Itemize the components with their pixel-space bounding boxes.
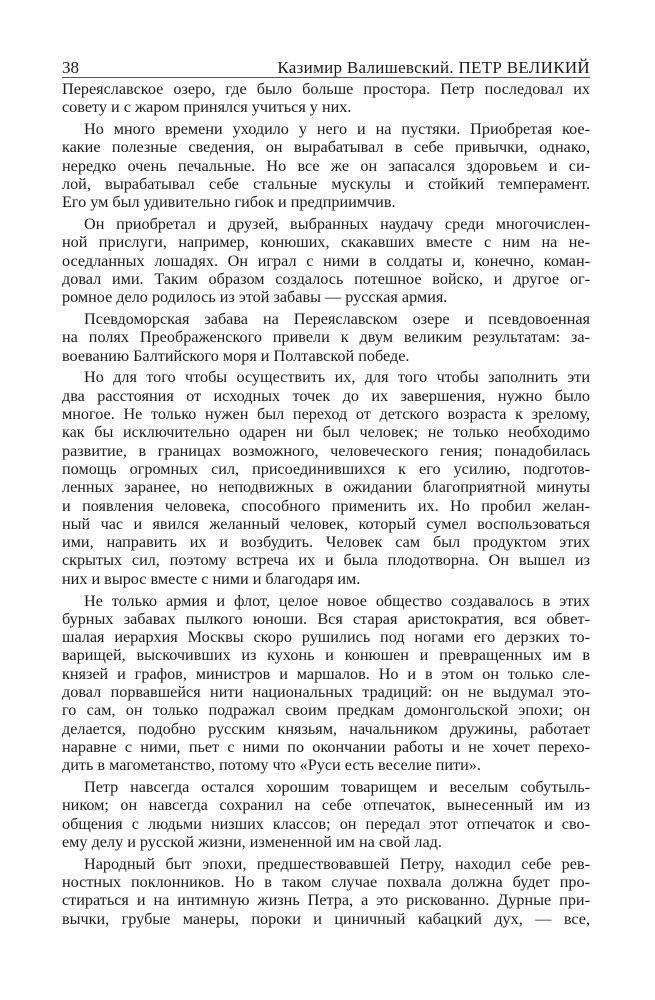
text-line: варищей, выскочивших из кухонь и конюшен и превращенных им в <box>62 646 590 665</box>
text-line: ностных поклонников. Но в таком случае похвала должна будет про- <box>62 872 590 891</box>
paragraph <box>62 120 590 211</box>
text-line: помощь огромных сил, присоединившихся к его усилию, подготов- <box>62 459 590 478</box>
text-line: них и вырос вместе с ними и благодаря им. <box>62 569 361 588</box>
text-line: довал порвавшейся нити национальных традиций: он не выдумал это- <box>62 683 590 701</box>
text-line: какие полезные сведения, он вырабатывал в себе привычки, однако, <box>62 138 590 157</box>
text-line: на полях Преображенского привели к двум великим результатам: за- <box>62 328 590 347</box>
text-line: Не только армия и флот, целое новое общество создавалось в этих <box>84 591 590 610</box>
text-line: два расстояния от исходных точек до их завершения, нужно было <box>62 386 590 405</box>
text-line: многое. Не только нужен был переход от детского возраста к зрелому, <box>62 405 590 424</box>
paragraph <box>62 778 590 851</box>
text-line: воеванию Балтийского моря и Полтавской победе. <box>62 346 410 365</box>
text-line: дить в магометанство, потому что «Руси есть веселие пити». <box>62 756 481 775</box>
text-line: ему делу и русской жизни, измененной им на свой лад. <box>62 832 442 851</box>
text-line: развитие, в границах возможного, человеческого гения; понадобилась <box>62 441 590 460</box>
text-line: оседланных лошадях. Он играл с ними в солдаты и, конечно, коман- <box>62 251 590 270</box>
running-header <box>62 58 590 78</box>
paragraph <box>62 80 590 117</box>
text-line: ный час и явился желанный человек, который сумел воспользоваться <box>62 514 590 533</box>
page-body <box>62 80 590 931</box>
text-line: нередко очень печальные. Но все же он запасался здоровьем и си- <box>62 156 590 175</box>
text-line: общения с людьми низших классов; он передал этот отпечаток и сво- <box>62 814 590 833</box>
text-line: Но для того чтобы осуществить их, для того чтобы заполнить эти <box>84 368 590 387</box>
paragraph <box>62 215 590 306</box>
text-line: Переяславское озеро, где было больше простора. Петр последовал их <box>62 80 590 98</box>
text-line: Псевдоморская забава на Переяславском озере и псевдовоенная <box>84 310 590 329</box>
text-line: ником; он навсегда сохранил на себе отпечаток, вынесенный им из <box>62 796 590 815</box>
page-number: 38 <box>62 58 79 77</box>
text-line: совету и с жаром принялся учиться у них. <box>62 98 352 117</box>
running-title: Казимир Валишевский. ПЕТР ВЕЛИКИЙ <box>277 58 590 77</box>
text-line: наравне с ними, пьет с ними по окончании работы и не хочет перехо- <box>62 737 590 756</box>
text-line: стираться и на интимную жизнь Петра, а это рискованно. Дурные при- <box>62 891 590 910</box>
text-line: князей и графов, министров и маршалов. Но и в этом он только сле- <box>62 664 590 683</box>
text-line: Но много времени уходило у него и на пустяки. Приобретая кое- <box>84 120 590 139</box>
text-line: делается, подобно русским князьям, начальником дружины, работает <box>62 719 590 738</box>
text-line: Он приобретал и друзей, выбранных наудачу среди многочислен- <box>84 215 590 234</box>
text-line: довал ими. Таким образом создалось потешное войско, и другое ог- <box>62 269 590 288</box>
paragraph <box>62 855 590 928</box>
text-line: ромное дело родилось из этой забавы — русская армия. <box>62 288 448 307</box>
text-line: Его ум был удивительно гибок и предприимчив. <box>62 193 396 212</box>
paragraph <box>62 368 590 588</box>
text-line: ими, направить их и возбудить. Человек сам был продуктом этих <box>62 533 590 552</box>
text-line: бурных забавах пылкого юноши. Вся старая аристократия, вся обвет- <box>62 609 590 628</box>
paragraph <box>62 310 590 365</box>
text-line: скрытых сил, поэтому встреча их и была плодотворна. Он вышел из <box>62 551 590 570</box>
text-line: ленных заранее, но неподвижных в ожидании благоприятной минуты <box>62 478 590 497</box>
text-line: как бы исключительно одарен ни был человек; не только необходимо <box>62 423 590 442</box>
text-line: вычки, грубые манеры, пороки и циничный кабацкий дух, — все, <box>62 909 590 928</box>
text-line: ной прислуги, например, конюших, скакавших вместе с ним на не- <box>62 233 590 252</box>
text-line: Петр навсегда остался хорошим товарищем и веселым собутыль- <box>84 777 590 796</box>
text-line: лой, вырабатывал себе стальные мускулы и стойкий темперамент. <box>62 174 590 193</box>
text-line: Народный быт эпохи, предшествовавшей Петру, находил себе рев- <box>84 854 590 873</box>
paragraph <box>62 592 590 775</box>
text-line: го сам, он только подражал своим предкам домонгольской эпохи; он <box>62 701 590 720</box>
text-line: и появления человека, способного применить их. Но пробил желан- <box>62 496 590 515</box>
text-line: шалая иерархия Москвы скоро рушились под ногами его дерзких то- <box>62 628 590 647</box>
